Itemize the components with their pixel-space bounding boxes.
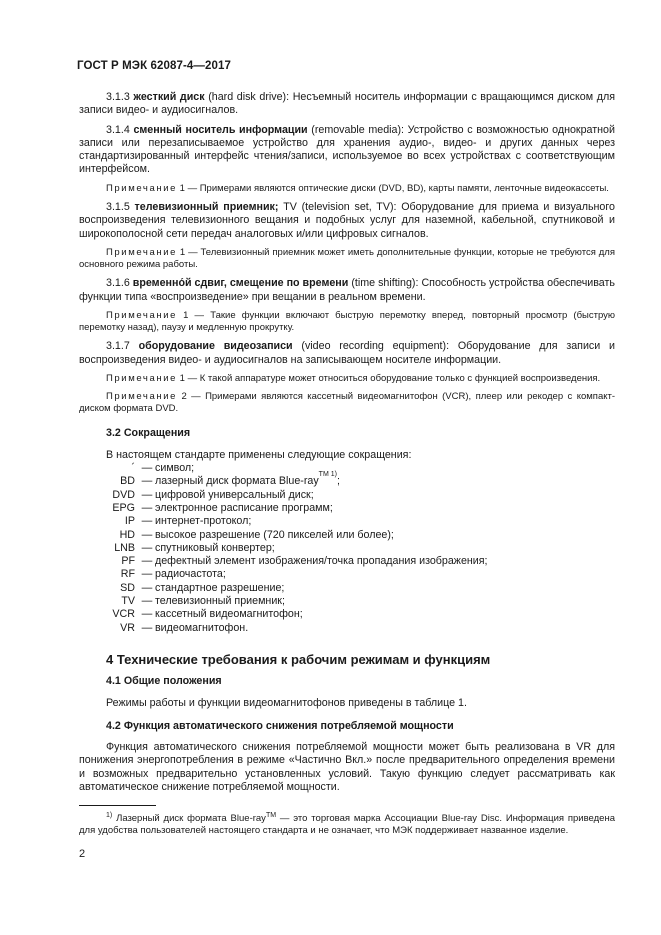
abbr-code: DVD	[112, 488, 135, 501]
abbr-dash: —	[141, 475, 153, 488]
main-content	[79, 91, 615, 800]
clause-number: 3.1.6	[106, 277, 130, 290]
term: сменный носитель информации	[133, 123, 308, 136]
term: телевизионный приемник;	[134, 200, 279, 213]
note-3-1-6	[79, 310, 615, 334]
note-label: Примечание	[106, 391, 177, 403]
footnote-text-b: — это торговая марка Ассоциации Blue-ray Disc. Информация приведена для удобства пользователей настоящего стандарта и не означает, что МЭК поддерживает названное изделие.	[79, 813, 615, 837]
footnote-separator	[79, 805, 156, 806]
abbreviation-row	[79, 529, 615, 542]
abbr-dash: —	[141, 462, 153, 475]
term: жесткий диск	[133, 91, 205, 103]
definition: (hard disk drive): Несъемный носитель информации с вращающимся диском для записи видео- и аудиосигналов.	[79, 91, 615, 117]
note-label: Примечание	[106, 372, 177, 384]
paragraph-4-2: Функция автоматического снижения потребляемой мощности может быть реализована в VR для понижения энергопотребления в режиме «Частично Вкл.» после предварительного определения времени и возможных предварительно установленных условий. Такую функцию следует рассматривать как автоматическое снижение потребляемой мощности.	[79, 741, 615, 794]
abbr-desc: дефектный элемент изображения/точка пропадания изображения;	[155, 555, 488, 568]
paragraph-3-1-3	[79, 91, 615, 118]
abbr-code: VR	[120, 621, 135, 634]
term: оборудование видеозаписи	[138, 340, 293, 353]
abbreviation-row	[79, 608, 615, 621]
abbreviation-row	[79, 542, 615, 555]
section-heading-4: 4 Технические требования к рабочим режимам и функциям	[106, 651, 491, 667]
note-3-1-5	[79, 247, 615, 271]
abbr-code: HD	[119, 528, 135, 541]
clause-number: 3.1.7	[106, 340, 130, 353]
abbr-dash: —	[141, 581, 153, 594]
note-text: 1 — К такой аппаратуре может относиться оборудование только с функцией воспроизведения.	[179, 372, 601, 384]
page-header: ГОСТ Р МЭК 62087-4—2017	[77, 60, 231, 72]
abbreviation-row	[79, 471, 615, 488]
note-text: 2 — Примерами являются кассетный видеомагнитофон (VCR), плеер или рекодер с компакт-диском формата DVD.	[79, 391, 616, 415]
abbr-dash: —	[141, 501, 153, 514]
abbr-desc: телевизионный приемник;	[155, 595, 285, 608]
abbr-desc: кассетный видеомагнитофон;	[155, 608, 303, 621]
paragraph-3-1-6	[79, 277, 615, 304]
paragraph-3-1-7	[79, 340, 615, 367]
note-text: 1 — Телевизионный приемник может иметь дополнительные функции, которые не требуются для основного режима работы.	[79, 246, 615, 271]
abbr-desc: интернет-протокол;	[155, 515, 252, 528]
abbr-code: SD	[120, 581, 135, 594]
note-text: 1 — Такие функции включают быструю перемотку вперед, повторный просмотр (быструю перемотку назад), паузу и медленную прокрутку.	[79, 309, 616, 334]
abbreviations-list	[79, 462, 615, 635]
abbr-desc: электронное расписание программ;	[155, 501, 333, 514]
note-3-1-7-a	[79, 373, 615, 385]
abbr-dash: —	[141, 515, 153, 528]
abbr-dash: —	[141, 488, 153, 501]
abbr-desc: стандартное разрешение;	[155, 581, 285, 594]
trademark-footnote-mark: TM 1)	[318, 471, 337, 479]
abbr-desc: спутниковый конвертер;	[155, 541, 275, 554]
section-heading-3-2: 3.2 Сокращения	[106, 427, 191, 440]
abbreviation-row	[79, 582, 615, 595]
footnote-trademark: TM	[265, 811, 277, 819]
abbr-tail: ;	[336, 475, 340, 488]
abbreviation-row	[79, 462, 615, 475]
page-number: 2	[79, 848, 86, 860]
note-label: Примечание	[106, 182, 177, 194]
abbr-code: ´	[131, 462, 135, 475]
abbr-dash: —	[141, 541, 153, 554]
clause-number: 3.1.5	[106, 200, 130, 213]
abbr-desc: лазерный диск формата Blue-ray	[155, 475, 319, 488]
abbr-dash: —	[141, 528, 153, 541]
abbreviation-row	[79, 595, 615, 608]
section-heading-4-1: 4.1 Общие положения	[106, 675, 222, 688]
note-label: Примечание	[106, 309, 177, 321]
definition: (time shifting): Способность устройства обеспечивать функции типа «воспроизведение» при вещании в реальном времени.	[79, 277, 615, 303]
abbr-dash: —	[141, 568, 153, 581]
section-heading-4-2: 4.2 Функция автоматического снижения потребляемой мощности	[106, 719, 454, 732]
note-3-1-7-b	[79, 391, 615, 415]
abbr-code: IP	[124, 515, 135, 528]
abbreviation-row	[79, 568, 615, 581]
paragraph-4-1: Режимы работы и функции видеомагнитофонов приведены в таблице 1.	[106, 696, 467, 709]
paragraph-3-1-5	[79, 201, 615, 241]
abbr-desc: цифровой универсальный диск;	[155, 488, 314, 501]
abbr-code: BD	[120, 475, 135, 488]
footnote-mark: 1)	[106, 811, 113, 819]
abbr-dash: —	[141, 595, 153, 608]
abbreviations-intro: В настоящем стандарте применены следующие сокращения:	[106, 448, 412, 461]
clause-number: 3.1.4	[106, 123, 130, 136]
abbreviation-row	[79, 502, 615, 515]
abbr-code: EPG	[112, 501, 135, 514]
abbr-code: TV	[121, 595, 135, 608]
abbr-code: VCR	[112, 608, 135, 621]
note-3-1-4	[79, 183, 615, 195]
abbreviation-row	[79, 489, 615, 502]
abbr-dash: —	[141, 608, 153, 621]
note-text: 1 — Примерами являются оптические диски (DVD, BD), карты памяти, ленточные видеокассеты.	[179, 182, 609, 194]
note-label: Примечание	[106, 246, 177, 258]
abbr-desc: видеомагнитофон.	[155, 621, 249, 634]
definition: (removable media): Устройство с возможностью однократной записи или перезаписываемое устройство для хранения аудио-, видео- и других данных через стандартизированный интерфейс чтения/записи, используемое во всех устройствах с соответствующим интерфейсом.	[79, 123, 615, 176]
abbreviation-row	[79, 555, 615, 568]
abbr-code: PF	[121, 555, 135, 568]
definition: TV (television set, TV): Оборудование для приема и визуального воспроизведения телевизионного вещания и подобных услуг для наземной, кабельной, спутниковой и широкополосной сети передач аналоговых и/или цифровых сигналов.	[79, 200, 615, 240]
clause-number: 3.1.3	[106, 91, 130, 103]
abbr-dash: —	[141, 621, 153, 634]
abbreviation-row	[79, 622, 615, 635]
abbr-code: RF	[120, 568, 135, 581]
abbr-desc: высокое разрешение (720 пикселей или более);	[155, 528, 394, 541]
definition: (video recording equipment): Оборудование для записи и воспроизведения видео- и аудиосигналов на записывающем носителе информации.	[79, 340, 615, 366]
abbreviation-row	[79, 515, 615, 528]
abbr-desc: символ;	[155, 462, 195, 475]
footnote	[79, 813, 615, 837]
paragraph-3-1-4	[79, 124, 615, 177]
footnote-text-a: Лазерный диск формата Blue-ray	[116, 813, 266, 824]
term: временно́й сдвиг, смещение по времени	[132, 277, 349, 290]
abbr-code: LNB	[114, 541, 135, 554]
abbr-dash: —	[141, 555, 153, 568]
abbr-desc: радиочастота;	[155, 568, 226, 581]
